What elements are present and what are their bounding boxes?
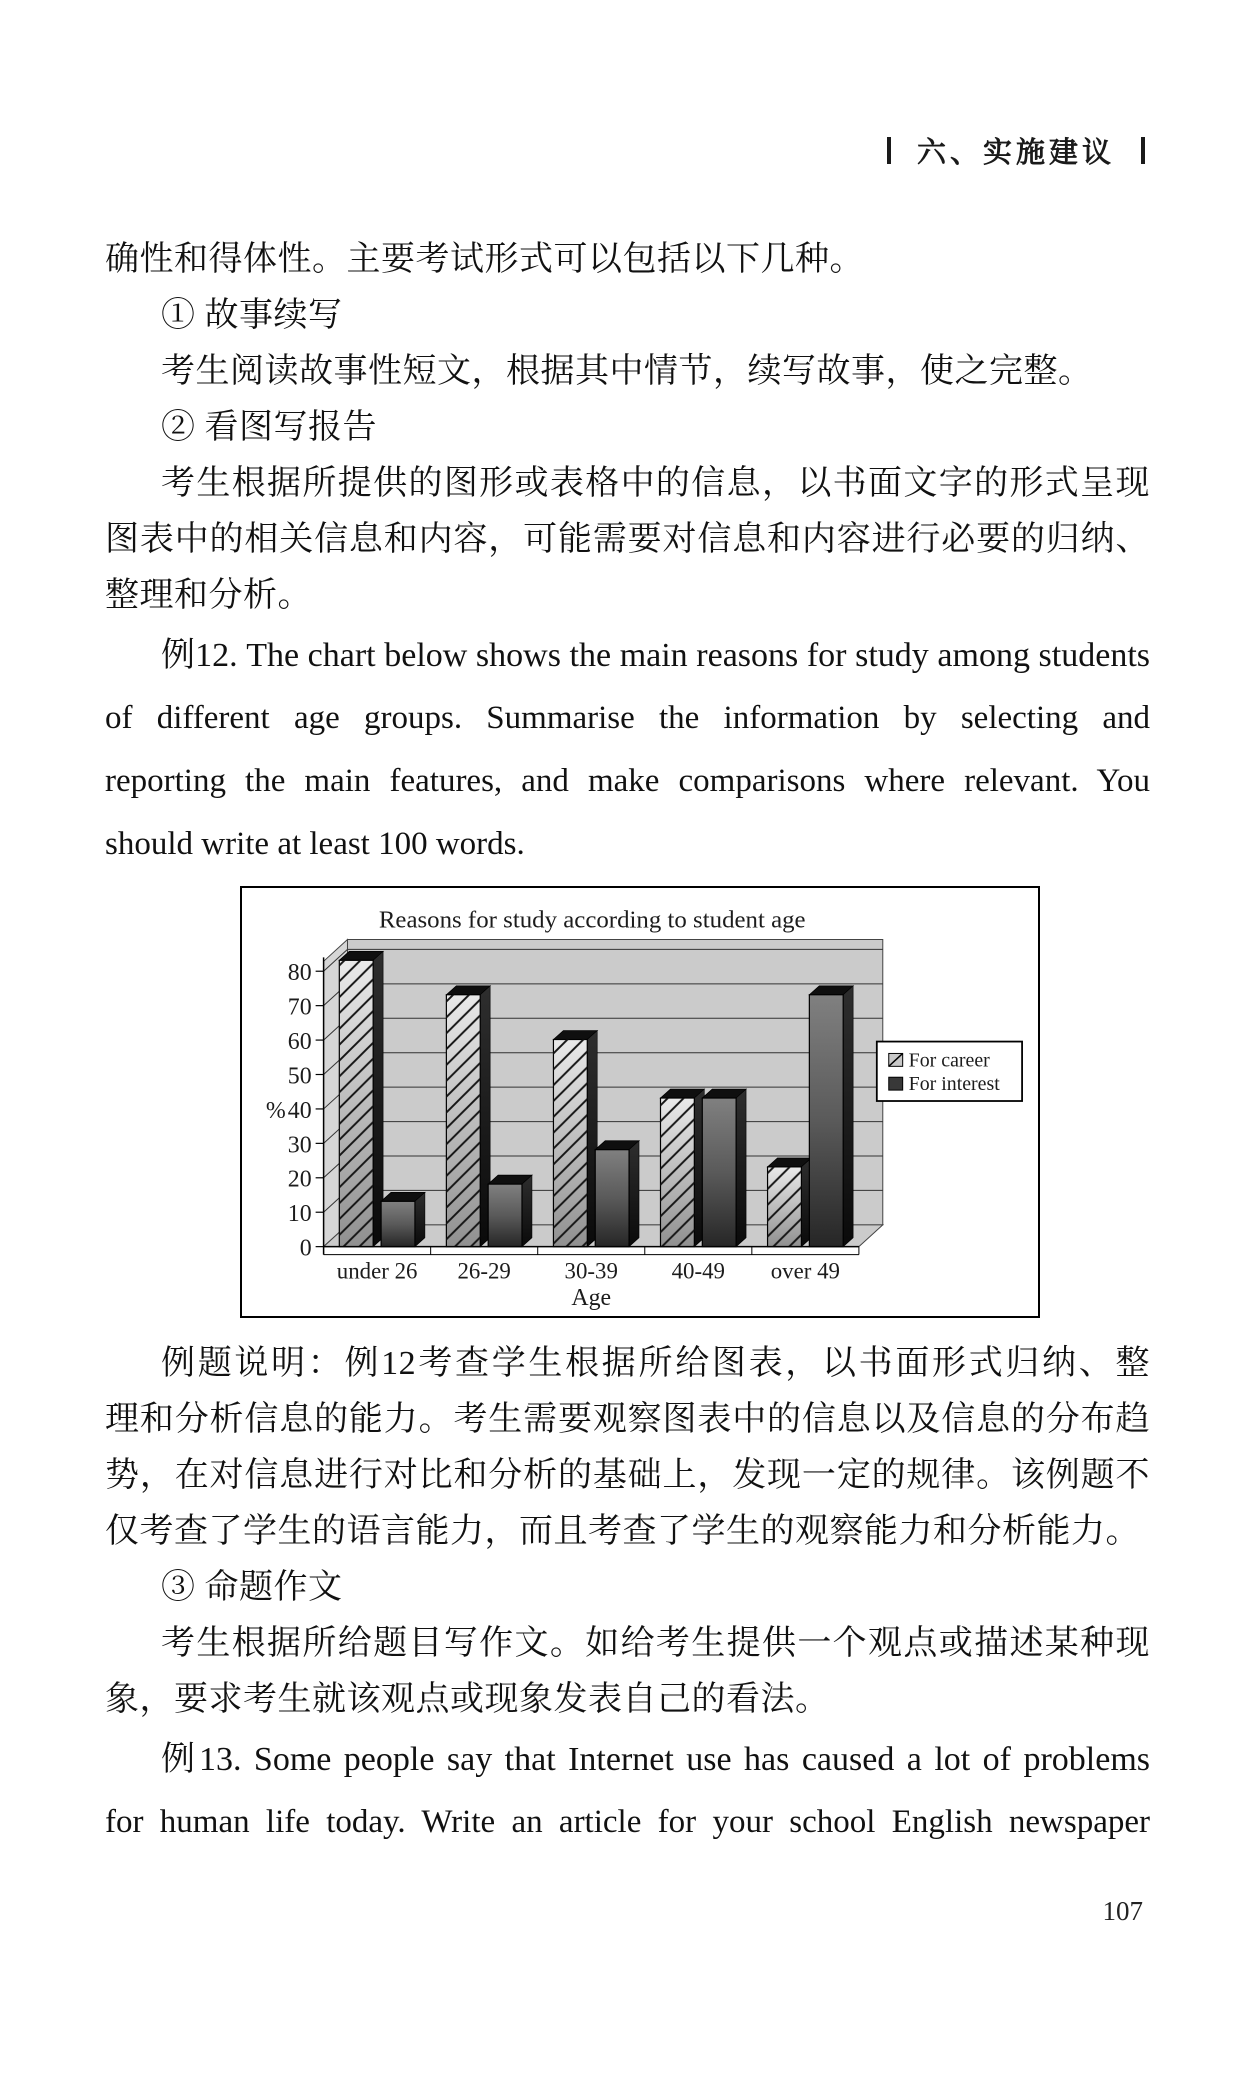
y-tick-label: 70: [287, 994, 312, 1021]
bar-interest: [488, 1184, 522, 1247]
text-line: 势，在对信息进行对比和分析的基础上，发现一定的规律。该例题不: [105, 1457, 1150, 1494]
text-line: of different age groups. Summarise the information by selecting and: [105, 700, 1150, 736]
chart-figure: [240, 886, 1040, 1318]
bar-side-face: [736, 1089, 746, 1247]
running-head: [887, 130, 1145, 171]
bar-interest: [702, 1098, 736, 1247]
chapter-title: 六、实施建议: [916, 137, 1115, 169]
bar-interest: [809, 995, 843, 1247]
x-category-label: 26-29: [457, 1258, 511, 1284]
y-axis-title: %: [265, 1097, 286, 1124]
text-line: should write at least 100 words.: [105, 826, 525, 862]
x-axis-title: Age: [571, 1285, 612, 1312]
text-line: 例题说明：例12考查学生根据所给图表，以书面形式归纳、整: [161, 1345, 1150, 1382]
text-line: 整理和分析。: [105, 577, 312, 614]
x-category-label: under 26: [336, 1258, 418, 1284]
y-tick-label: 20: [287, 1166, 312, 1193]
y-tick-label: 50: [287, 1063, 312, 1090]
x-category-label: over 49: [770, 1258, 840, 1284]
bar-hatch: [768, 1167, 802, 1247]
text-column: [105, 232, 1150, 1854]
text-line: 考生根据所给题目写作文。如给考生提供一个观点或描述某种现: [161, 1625, 1150, 1662]
bar-interest: [595, 1150, 629, 1247]
bar-hatch: [446, 995, 480, 1247]
legend-label-interest: For interest: [908, 1073, 1000, 1096]
y-tick-label: 40: [287, 1097, 312, 1124]
bar-side-face: [629, 1141, 639, 1247]
y-tick-label: 10: [287, 1201, 312, 1228]
text-line: ② 看图写报告: [161, 409, 377, 446]
y-tick-label: 80: [287, 960, 312, 987]
header-rule-left: [887, 137, 891, 164]
text-line: 仅考查了学生的语言能力，而且考查了学生的观察能力和分析能力。: [105, 1513, 1140, 1550]
chart-title: Reasons for study according to student age: [378, 906, 806, 934]
bar-hatch: [553, 1040, 587, 1247]
y-tick-label: 0: [299, 1235, 312, 1262]
text-line: 图表中的相关信息和内容，可能需要对信息和内容进行必要的归纳、: [105, 521, 1150, 558]
y-tick-label: 30: [287, 1132, 312, 1159]
legend-swatch-interest: [889, 1077, 903, 1090]
text-line: for human life today. Write an article for your school English newspaper: [105, 1804, 1150, 1840]
text-line: ① 故事续写: [161, 297, 343, 334]
y-tick-label: 60: [287, 1029, 312, 1055]
text-line: 考生根据所提供的图形或表格中的信息，以书面文字的形式呈现: [161, 465, 1150, 502]
bar-hatch: [339, 960, 373, 1246]
text-line: 考生阅读故事性短文，根据其中情节，续写故事，使之完整。: [161, 353, 1093, 390]
text-line: 理和分析信息的能力。考生需要观察图表中的信息以及信息的分布趋: [105, 1401, 1150, 1438]
text-line: 象，要求考生就该观点或现象发表自己的看法。: [105, 1681, 830, 1718]
bar-interest: [381, 1201, 415, 1246]
text-line: reporting the main features, and make comparisons where relevant. You: [105, 763, 1150, 799]
bar-side-face: [415, 1192, 425, 1246]
bar-hatch: [660, 1098, 694, 1247]
text-line: 例13. Some people say that Internet use has caused a lot of problems: [161, 1741, 1150, 1778]
bar-chart: [242, 888, 1038, 1316]
text-line: 确性和得体性。主要考试形式可以包括以下几种。: [105, 241, 864, 278]
legend-label-career: For career: [908, 1049, 990, 1072]
bar-side-face: [522, 1175, 532, 1246]
header-rule-right: [1141, 137, 1145, 164]
text-line: ③ 命题作文: [161, 1569, 343, 1606]
x-category-label: 30-39: [564, 1258, 618, 1284]
text-line: 例12. The chart below shows the main reasons for study among students: [161, 637, 1150, 674]
x-category-label: 40-49: [671, 1258, 725, 1284]
bar-side-face: [843, 986, 853, 1247]
page-number: 107: [1102, 1896, 1143, 1926]
